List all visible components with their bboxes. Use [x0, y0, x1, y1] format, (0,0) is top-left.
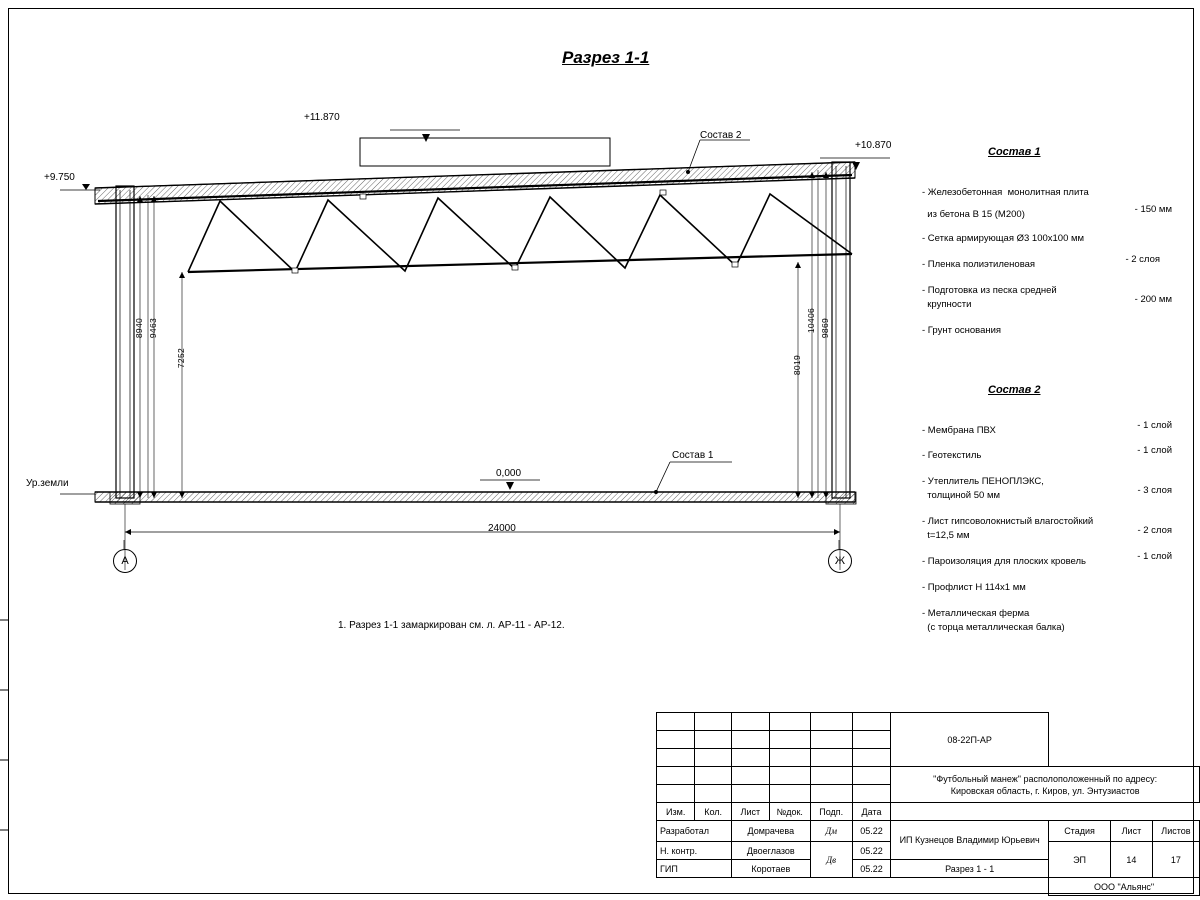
- sostav1-item-text-0: - Железобетонная монолитная плита: [922, 187, 1089, 198]
- sostav2-heading: Состав 2: [988, 384, 1041, 396]
- axis-label-zh: Ж: [834, 555, 846, 567]
- dim-right-9869: 9869: [820, 318, 830, 339]
- sostav1-item-text-3: - Пленка полиэтиленовая: [922, 259, 1036, 270]
- sostav2-item-text-8: - Металлическая ферма: [922, 608, 1030, 619]
- sostav2-item-value-1: - 1 слой: [1137, 445, 1172, 456]
- axis-leaders: [110, 540, 870, 580]
- sostav2-item-text-1: - Геотекстиль: [922, 450, 982, 461]
- stamp-col-kol: Кол.: [695, 803, 731, 821]
- sheets-value: 17: [1152, 842, 1199, 878]
- stamp-col-podp: Подп.: [810, 803, 852, 821]
- drawing-note: 1. Разрез 1-1 замаркирован см. л. АР-11 - АР-12.: [338, 620, 565, 631]
- sostav1-item-text-2: - Сетка армирующая Ø3 100х100 мм: [922, 233, 1085, 244]
- dim-left-7252: 7252: [176, 348, 186, 369]
- stamp-name-0: Домрачева: [731, 821, 810, 842]
- company-name: ООО "Альянс": [1049, 878, 1200, 896]
- sostav1-list: [922, 182, 1172, 342]
- stamp-sign-1: Дв: [810, 842, 852, 878]
- sostav1-item-value-3: - 2 слоя: [1125, 254, 1160, 265]
- axis-label-a: А: [121, 555, 129, 567]
- elevation-label-10870: +10.870: [855, 140, 892, 151]
- elevation-label-9750: +9.750: [44, 172, 75, 183]
- stamp-name-2: Коротаев: [731, 860, 810, 878]
- stamp-date-2: 05.22: [852, 860, 891, 878]
- sostav1-item-value-5: - 200 мм: [1134, 294, 1172, 305]
- stamp-name-1: Двоеглазов: [731, 842, 810, 860]
- sostav1-heading: Состав 1: [988, 146, 1041, 158]
- stamp-col-data: Дата: [852, 803, 891, 821]
- zero-level-label: 0,000: [496, 468, 522, 479]
- sostav2-item-text-4: - Лист гипсоволокнистый влагостойкий: [922, 516, 1094, 527]
- object-line-2: Кировская область, г. Киров, ул. Энтузиастов: [950, 785, 1140, 796]
- sostav2-list: [922, 420, 1172, 635]
- dim-right-10406: 10406: [806, 308, 816, 334]
- stamp-col-ndok: №док.: [769, 803, 810, 821]
- dim-right-8019: 8019: [792, 355, 802, 376]
- sheets-header: Листов: [1152, 821, 1199, 842]
- stamp-role-2: ГИП: [657, 860, 732, 878]
- stage-header: Стадия: [1049, 821, 1111, 842]
- stamp-col-izm: Изм.: [657, 803, 695, 821]
- dim-left-9463: 9463: [148, 318, 158, 339]
- stamp-role-1: Н. контр.: [657, 842, 732, 860]
- sostav2-item-text-2: - Утеплитель ПЕНОПЛЭКС,: [922, 476, 1044, 487]
- sostav2-item-text-3: толщиной 50 мм: [922, 490, 1001, 501]
- title-block: [656, 712, 1200, 896]
- dim-left-8940: 8940: [134, 318, 144, 339]
- stamp-col-list: Лист: [731, 803, 769, 821]
- stamp-date-1: 05.22: [852, 842, 891, 860]
- sostav2-item-value-6: - 1 слой: [1137, 551, 1172, 562]
- page-title: Разрез 1-1: [562, 48, 650, 67]
- sostav1-item-text-4: - Подготовка из песка средней: [922, 285, 1057, 296]
- project-code: 08-22П-АР: [891, 713, 1049, 767]
- sostav2-item-text-5: t=12,5 мм: [922, 530, 970, 541]
- sostav2-item-value-0: - 1 слой: [1137, 420, 1172, 431]
- title-block-table: [656, 712, 1200, 896]
- stamp-date-0: 05.22: [852, 821, 891, 842]
- callout-sostav1: Состав 1: [672, 450, 714, 461]
- object-line-1: "Футбольный манеж" располоположенный по адресу:: [933, 773, 1158, 784]
- sheet-value: 14: [1111, 842, 1153, 878]
- dim-overall-span: 24000: [488, 523, 516, 534]
- sostav1-item-text-5: крупности: [922, 299, 972, 310]
- stamp-role-0: Разработал: [657, 821, 732, 842]
- ground-level-label: Ур.земли: [26, 478, 69, 489]
- sostav1-item-text-6: - Грунт основания: [922, 325, 1002, 336]
- sostav2-item-value-3: - 3 слоя: [1137, 485, 1172, 496]
- sostav1-item-text-1: из бетона В 15 (М200): [922, 209, 1025, 220]
- sostav2-item-text-6: - Пароизоляция для плоских кровель: [922, 556, 1087, 567]
- sostav1-item-value-1: - 150 мм: [1134, 204, 1172, 215]
- elevation-label-11870: +11.870: [304, 112, 340, 123]
- sheet-header: Лист: [1111, 821, 1153, 842]
- sheet-title: Разрез 1 - 1: [891, 860, 1049, 878]
- stage-value: ЭП: [1049, 842, 1111, 878]
- sostav2-item-text-7: - Профлист Н 114х1 мм: [922, 582, 1026, 593]
- customer-name: ИП Кузнецов Владимир Юрьевич: [891, 821, 1049, 860]
- sostav2-item-text-0: - Мембрана ПВХ: [922, 425, 996, 436]
- sostav2-item-value-5: - 2 слоя: [1137, 525, 1172, 536]
- sostav2-item-text-9: (с торца металлическая балка): [922, 622, 1065, 633]
- stamp-sign-0: Дм: [810, 821, 852, 842]
- callout-sostav2: Состав 2: [700, 130, 742, 141]
